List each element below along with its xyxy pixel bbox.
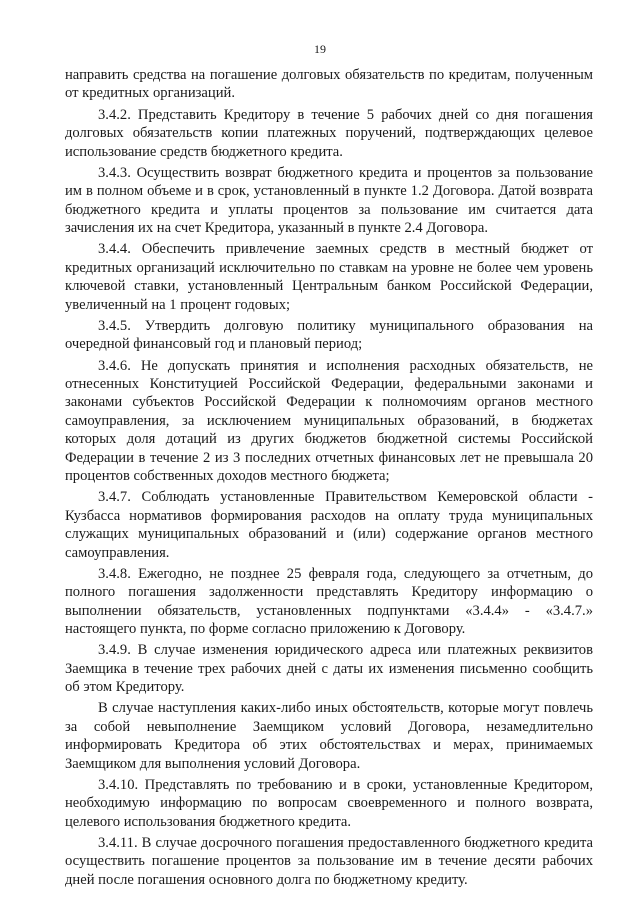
document-body <box>65 66 593 892</box>
paragraph: В случае наступления каких-либо иных обстоятельств, которые могут повлечь за собой невыполнение Заемщиком условий Договора, незамедлительно информировать Кредитора об этих обстоятельствах и мерах, принимаемых Заемщиком для выполнения условий Договора. <box>65 700 593 772</box>
paragraph: 3.4.9. В случае изменения юридического адреса или платежных реквизитов Заемщика в течение трех рабочих дней с даты их изменения письменно сообщить об этом Кредитору. <box>65 642 593 696</box>
paragraph: 3.4.3. Осуществить возврат бюджетного кредита и процентов за пользование им в полном объеме и в срок, установленный в пункте 1.2 Договора. Датой возврата бюджетного кредита и уплаты процентов за пользование им считается дата зачисления их на счет Кредитора, указанный в пункте 2.4 Договора. <box>65 164 593 237</box>
paragraph: 3.4.7. Соблюдать установленные Правительством Кемеровской области - Кузбасса нормативов формирования расходов на оплату труда муниципальных служащих муниципальных образований и (или) содержание органов местного самоуправления. <box>65 489 593 561</box>
page-number: 19 <box>314 42 326 56</box>
paragraph: направить средства на погашение долговых обязательств по кредитам, полученным от кредитных организаций. <box>65 67 593 102</box>
paragraph: 3.4.5. Утвердить долговую политику муниципального образования на очередной финансовый год и плановый период; <box>65 317 593 353</box>
paragraph: 3.4.6. Не допускать принятия и исполнения расходных обязательств, не отнесенных Конституцией Российской Федерации, федеральными законами и законами субъектов Российской Федерации к полномочиям органов местного самоуправления, за исключением муниципальных образований, в бюджетах которых доля дотаций из других бюджетов бюджетной системы Российской Федерации в течение 2 из 3 последних отчетных финансовых лет не превышала 20 процентов собственных доходов местного бюджета; <box>65 357 593 484</box>
paragraph: 3.4.8. Ежегодно, не позднее 25 февраля года, следующего за отчетным, до полного погашения задолженности представлять Кредитору информацию о выполнении обязательств, установленных подпунктами «3.4.4» - «3.4.7.» настоящего пункта, по форме согласно приложению к Договору. <box>65 565 593 638</box>
paragraph: 3.4.10. Представлять по требованию и в сроки, установленные Кредитором, необходимую информацию по вопросам своевременного и полного возврата, целевого использования бюджетного кредита. <box>65 776 593 830</box>
paragraph: 3.4.11. В случае досрочного погашения предоставленного бюджетного кредита осуществить погашение процентов за пользование им в течение десяти рабочих дней после погашения основного долга по бюджетному кредиту. <box>65 835 593 888</box>
paragraph: 3.4.2. Представить Кредитору в течение 5 рабочих дней со дня погашения долговых обязательств копии платежных поручений, подтверждающих целевое использование средств бюджетного кредита. <box>65 106 593 160</box>
paragraph: 3.4.4. Обеспечить привлечение заемных средств в местный бюджет от кредитных организаций исключительно по ставкам на уровне не более чем уровень ключевой ставки, установленный Центральным банком Российской Федерации, увеличенный на 1 процент годовых; <box>65 241 593 313</box>
